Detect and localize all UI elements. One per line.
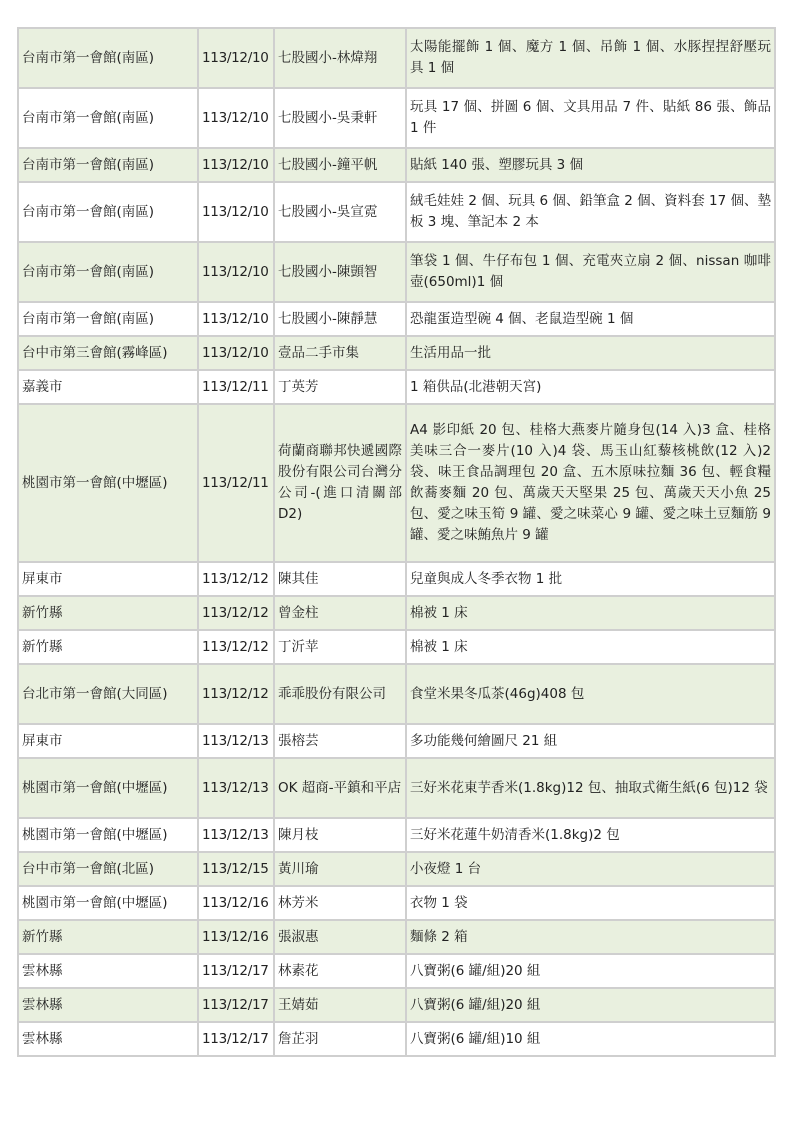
- table-row: [18, 664, 775, 724]
- date-cell: 113/12/10: [198, 302, 274, 336]
- items-cell: 生活用品一批: [406, 336, 775, 370]
- table-row: [18, 954, 775, 988]
- date-cell: 113/12/12: [198, 596, 274, 630]
- donor-cell: 七股國小-吳宣霓: [274, 182, 406, 242]
- table-row: [18, 28, 775, 88]
- org-cell: 台中市第一會館(北區): [18, 852, 198, 886]
- org-cell: 台南市第一會館(南區): [18, 302, 198, 336]
- org-cell: 新竹縣: [18, 920, 198, 954]
- items-cell: 八寶粥(6 罐/組)10 組: [406, 1022, 775, 1056]
- org-cell: 雲林縣: [18, 954, 198, 988]
- date-cell: 113/12/16: [198, 920, 274, 954]
- org-cell: 台南市第一會館(南區): [18, 28, 198, 88]
- table-row: [18, 758, 775, 818]
- table-row: [18, 88, 775, 148]
- items-cell: 貼紙 140 張、塑膠玩具 3 個: [406, 148, 775, 182]
- date-cell: 113/12/17: [198, 954, 274, 988]
- donation-table: [17, 27, 776, 1057]
- table-row: [18, 562, 775, 596]
- items-cell: 棉被 1 床: [406, 596, 775, 630]
- items-cell: 太陽能擺飾 1 個、魔方 1 個、吊飾 1 個、水豚捏捏舒壓玩具 1 個: [406, 28, 775, 88]
- org-cell: 台北市第一會館(大同區): [18, 664, 198, 724]
- donor-cell: 王婧茹: [274, 988, 406, 1022]
- table-row: [18, 336, 775, 370]
- items-cell: 1 箱供品(北港朝天宮): [406, 370, 775, 404]
- table-row: [18, 724, 775, 758]
- items-cell: 兒童與成人冬季衣物 1 批: [406, 562, 775, 596]
- date-cell: 113/12/10: [198, 88, 274, 148]
- org-cell: 台南市第一會館(南區): [18, 148, 198, 182]
- org-cell: 桃園市第一會館(中壢區): [18, 818, 198, 852]
- donor-cell: 七股國小-林煒翔: [274, 28, 406, 88]
- date-cell: 113/12/16: [198, 886, 274, 920]
- table-row: [18, 988, 775, 1022]
- date-cell: 113/12/17: [198, 988, 274, 1022]
- items-cell: 八寶粥(6 罐/組)20 組: [406, 954, 775, 988]
- table-row: [18, 242, 775, 302]
- org-cell: 台南市第一會館(南區): [18, 182, 198, 242]
- date-cell: 113/12/12: [198, 562, 274, 596]
- items-cell: 食堂米果冬瓜茶(46g)408 包: [406, 664, 775, 724]
- donor-cell: 荷蘭商聯邦快遞國際股份有限公司台灣分公司-(進口清關部 D2): [274, 404, 406, 562]
- table-row: [18, 182, 775, 242]
- org-cell: 台南市第一會館(南區): [18, 88, 198, 148]
- org-cell: 台中市第三會館(霧峰區): [18, 336, 198, 370]
- items-cell: 三好米花蓮牛奶清香米(1.8kg)2 包: [406, 818, 775, 852]
- donor-cell: 陳月枝: [274, 818, 406, 852]
- donor-cell: 林芳米: [274, 886, 406, 920]
- org-cell: 桃園市第一會館(中壢區): [18, 404, 198, 562]
- date-cell: 113/12/12: [198, 664, 274, 724]
- donor-cell: 七股國小-鐘平帆: [274, 148, 406, 182]
- table-row: [18, 596, 775, 630]
- items-cell: 三好米花東芋香米(1.8kg)12 包、抽取式衛生紙(6 包)12 袋: [406, 758, 775, 818]
- org-cell: 桃園市第一會館(中壢區): [18, 886, 198, 920]
- donor-cell: 七股國小-陳顗智: [274, 242, 406, 302]
- donor-cell: 丁沂苹: [274, 630, 406, 664]
- org-cell: 台南市第一會館(南區): [18, 242, 198, 302]
- items-cell: 多功能幾何繪圖尺 21 組: [406, 724, 775, 758]
- donor-cell: 壹品二手市集: [274, 336, 406, 370]
- donor-cell: 丁英芳: [274, 370, 406, 404]
- org-cell: 桃園市第一會館(中壢區): [18, 758, 198, 818]
- table-row: [18, 818, 775, 852]
- date-cell: 113/12/13: [198, 818, 274, 852]
- items-cell: 小夜燈 1 台: [406, 852, 775, 886]
- items-cell: 八寶粥(6 罐/組)20 組: [406, 988, 775, 1022]
- table-body: [18, 28, 775, 1056]
- items-cell: 衣物 1 袋: [406, 886, 775, 920]
- table-row: [18, 1022, 775, 1056]
- donor-cell: 林素花: [274, 954, 406, 988]
- table-row: [18, 852, 775, 886]
- org-cell: 嘉義市: [18, 370, 198, 404]
- date-cell: 113/12/12: [198, 630, 274, 664]
- table-row: [18, 920, 775, 954]
- donor-cell: 張淑惠: [274, 920, 406, 954]
- table-row: [18, 630, 775, 664]
- items-cell: 絨毛娃娃 2 個、玩具 6 個、鉛筆盒 2 個、資料套 17 個、墊板 3 塊、筆記本 2 本: [406, 182, 775, 242]
- date-cell: 113/12/10: [198, 242, 274, 302]
- date-cell: 113/12/10: [198, 336, 274, 370]
- org-cell: 新竹縣: [18, 630, 198, 664]
- date-cell: 113/12/11: [198, 404, 274, 562]
- donor-cell: 七股國小-吳秉軒: [274, 88, 406, 148]
- org-cell: 雲林縣: [18, 988, 198, 1022]
- items-cell: 恐龍蛋造型碗 4 個、老鼠造型碗 1 個: [406, 302, 775, 336]
- org-cell: 雲林縣: [18, 1022, 198, 1056]
- date-cell: 113/12/17: [198, 1022, 274, 1056]
- donor-cell: 黃川瑜: [274, 852, 406, 886]
- donor-cell: 曾金柱: [274, 596, 406, 630]
- date-cell: 113/12/10: [198, 148, 274, 182]
- donor-cell: 張榕芸: [274, 724, 406, 758]
- table-row: [18, 148, 775, 182]
- donor-cell: 陳其佳: [274, 562, 406, 596]
- date-cell: 113/12/13: [198, 758, 274, 818]
- items-cell: 玩具 17 個、拼圖 6 個、文具用品 7 件、貼紙 86 張、飾品 1 件: [406, 88, 775, 148]
- donor-cell: 七股國小-陳靜慧: [274, 302, 406, 336]
- table-row: [18, 404, 775, 562]
- date-cell: 113/12/10: [198, 182, 274, 242]
- table-row: [18, 370, 775, 404]
- items-cell: 麵條 2 箱: [406, 920, 775, 954]
- date-cell: 113/12/15: [198, 852, 274, 886]
- date-cell: 113/12/10: [198, 28, 274, 88]
- donor-cell: 乖乖股份有限公司: [274, 664, 406, 724]
- table-row: [18, 302, 775, 336]
- items-cell: 棉被 1 床: [406, 630, 775, 664]
- donor-cell: OK 超商-平鎮和平店: [274, 758, 406, 818]
- table-row: [18, 886, 775, 920]
- items-cell: 筆袋 1 個、牛仔布包 1 個、充電夾立扇 2 個、nissan 咖啡壺(650ml)1 個: [406, 242, 775, 302]
- org-cell: 新竹縣: [18, 596, 198, 630]
- org-cell: 屏東市: [18, 562, 198, 596]
- donor-cell: 詹芷羽: [274, 1022, 406, 1056]
- date-cell: 113/12/13: [198, 724, 274, 758]
- org-cell: 屏東市: [18, 724, 198, 758]
- date-cell: 113/12/11: [198, 370, 274, 404]
- items-cell: A4 影印紙 20 包、桂格大燕麥片隨身包(14 入)3 盒、桂格美味三合一麥片(10 入)4 袋、馬玉山紅藜核桃飲(12 入)2 袋、味王食品調理包 20 盒、五木原味拉麵 36 包、輕食糧飲蕎麥麵 20 包、萬歲天天堅果 25 包、萬歲天天小魚 25 包、愛之味玉筍 9 罐、愛之味菜心 9 罐、愛之味土豆麵筋 9 罐、愛之味鮪魚片 9 罐: [406, 404, 775, 562]
